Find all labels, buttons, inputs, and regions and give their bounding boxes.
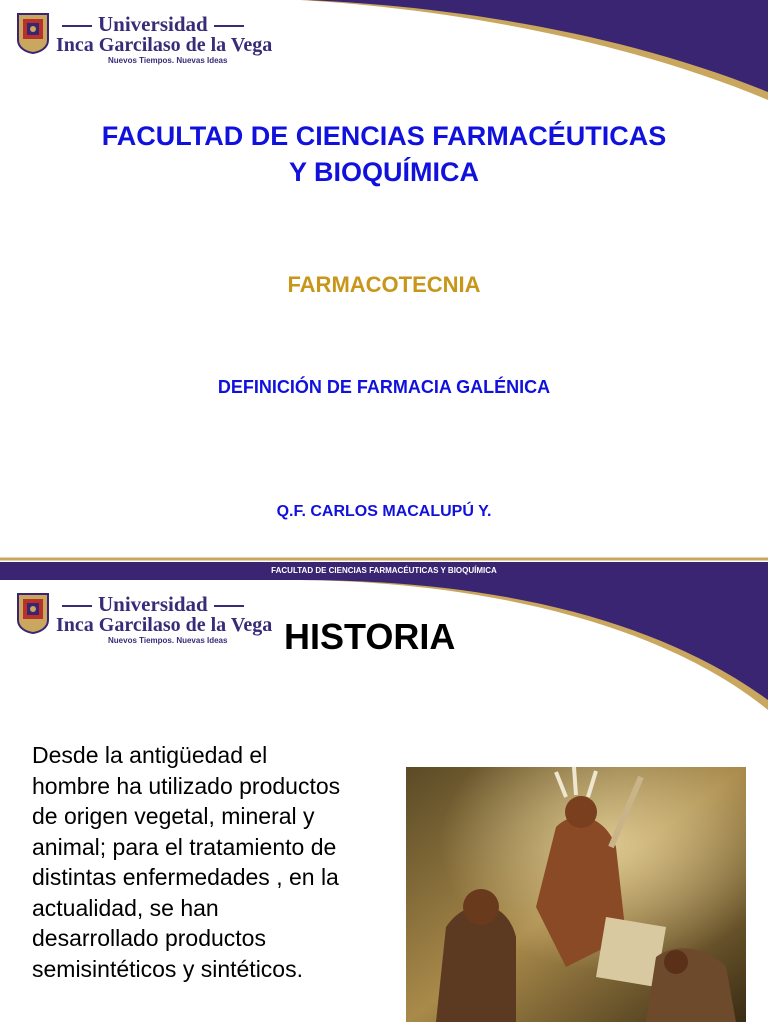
slide-header-bar: FACULTAD DE CIENCIAS FARMACÉUTICAS Y BIOQUÍMICA xyxy=(0,562,768,580)
topic-title: DEFINICIÓN DE FARMACIA GALÉNICA xyxy=(217,377,551,397)
body-line: distintas enfermedades , en la xyxy=(32,864,339,890)
body-line: Desde la antigüedad el xyxy=(32,742,268,768)
author-name: Q.F. CARLOS MACALUPÚ Y. xyxy=(276,503,492,520)
university-crest-icon xyxy=(16,12,50,54)
logo-name-line2: Inca Garcilaso de la Vega xyxy=(56,614,273,636)
body-line: animal; para el tratamiento de xyxy=(32,833,337,860)
logo-name: Universidad xyxy=(56,12,250,37)
logo-name: Universidad xyxy=(56,592,250,617)
history-slide xyxy=(0,562,768,1024)
body-line: desarrollado productos xyxy=(32,925,266,951)
native-healer-painting xyxy=(406,767,746,1022)
logo-name-line2: Inca Garcilaso de la Vega xyxy=(56,34,273,56)
body-line: semisintéticos y sintéticos. xyxy=(32,955,303,982)
university-logo xyxy=(16,12,286,72)
university-logo xyxy=(16,592,286,652)
history-body xyxy=(32,740,372,984)
body-line: actualidad, se han xyxy=(32,894,219,921)
faculty-title xyxy=(0,118,768,190)
subject-title: FARMACOTECNIA xyxy=(287,272,481,297)
body-line: de origen vegetal, mineral y xyxy=(32,803,315,829)
body-line: hombre ha utilizado productos xyxy=(32,772,341,799)
logo-tagline: Nuevos Tiempos. Nuevas Ideas xyxy=(108,56,228,65)
history-heading: HISTORIA xyxy=(284,616,456,657)
logo-tagline: Nuevos Tiempos. Nuevas Ideas xyxy=(108,636,228,645)
university-crest-icon xyxy=(16,592,50,634)
faculty-title-line2: Y BIOQUÍMICA xyxy=(288,157,479,187)
faculty-title-line1: FACULTAD DE CIENCIAS FARMACÉUTICAS xyxy=(101,121,667,151)
